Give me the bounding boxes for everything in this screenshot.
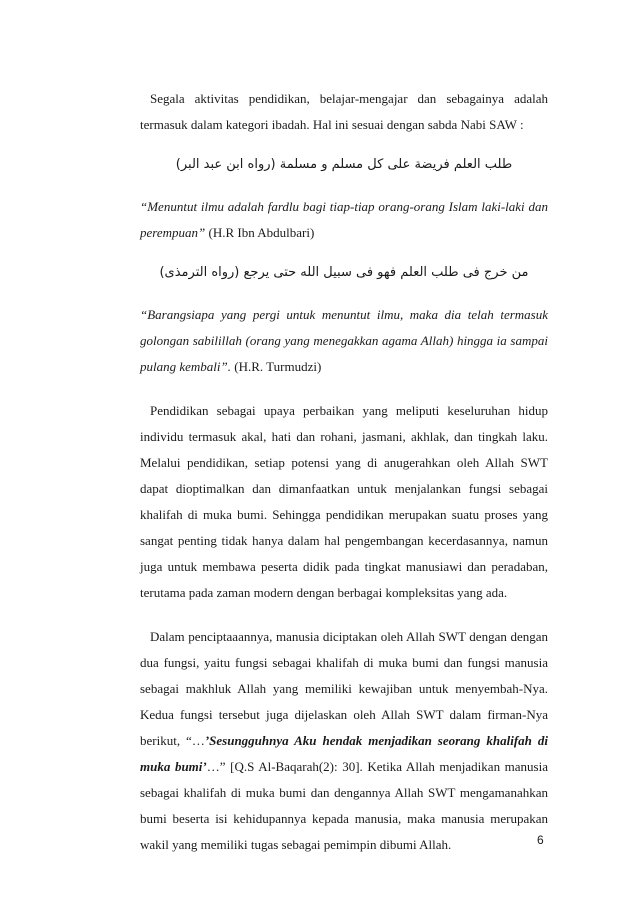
quote-text-2: “Barangsiapa yang pergi untuk menuntut ilmu, maka dia telah termasuk golongan sabilillah (orang yang menegakkan agama Allah) hingga ia sampai pulang kembali”. xyxy=(140,307,548,374)
paragraph-creation xyxy=(140,624,548,858)
paragraph-intro: Segala aktivitas pendidikan, belajar-mengajar dan sebagainya adalah termasuk dalam kategori ibadah. Hal ini sesuai dengan sabda Nabi SAW : xyxy=(140,91,548,132)
page-content xyxy=(140,86,548,858)
paragraph-creation-lead: Dalam penciptaaannya, manusia diciptakan oleh Allah SWT dengan dengan dua fungsi, yaitu fungsi sebagai khalifah di muka bumi dan fungsi manusia sebagai makhluk Allah yang memiliki kewajiban untuk menyembah-Nya. Kedua fungsi tersebut juga dijelaskan oleh Allah SWT dalam firman-Nya berikut, “… xyxy=(140,629,548,748)
quote-text-1: “Menuntut ilmu adalah fardlu bagi tiap-tiap orang-orang Islam laki-laki dan perempuan” xyxy=(140,199,548,240)
hadith-arabic-2: من خرج فى طلب العلم فهو فى سبيل الله حتى يرجع (رواه الترمذى) xyxy=(159,265,529,280)
quote-source-2: (H.R. Turmudzi) xyxy=(231,359,322,374)
paragraph-creation-rest: …” [Q.S Al-Baqarah(2): 30]. Ketika Allah menjadikan manusia sebagai khalifah di muka bumi dan dengannya Allah SWT mengamanahkan bumi beserta isi kehidupannya kepada manusia, maka manusia merupakan wakil yang memiliki tugas sebagai pemimpin dibumi Allah. xyxy=(140,759,548,852)
hadith-arabic-1: طلب العلم فريضة على كل مسلم و مسلمة (رواه ابن عبد البر) xyxy=(175,157,513,172)
quote-source-1: (H.R Ibn Abdulbari) xyxy=(205,225,315,240)
hadith-translation-2 xyxy=(140,302,548,380)
quran-quote: ’Sesungguhnya Aku hendak menjadikan seorang khalifah di muka bumi’ xyxy=(140,733,548,774)
page-number: 6 xyxy=(537,833,544,847)
hadith-translation-1 xyxy=(140,194,548,246)
paragraph-education: Pendidikan sebagai upaya perbaikan yang meliputi keseluruhan hidup individu termasuk akal, hati dan rohani, jasmani, akhlak, dan tingkah laku. Melalui pendidikan, setiap potensi yang di anugerahkan oleh Allah SWT dapat dioptimalkan dan dimanfaatkan untuk menjalankan fungsi sebagai khalifah di muka bumi. Sehingga pendidikan merupakan suatu proses yang sangat penting tidak hanya dalam hal pengembangan kecerdasannya, namun juga untuk membawa peserta didik pada tingkat manusiawi dan peradaban, terutama pada zaman modern dengan berbagai kompleksitas yang ada. xyxy=(140,403,548,600)
